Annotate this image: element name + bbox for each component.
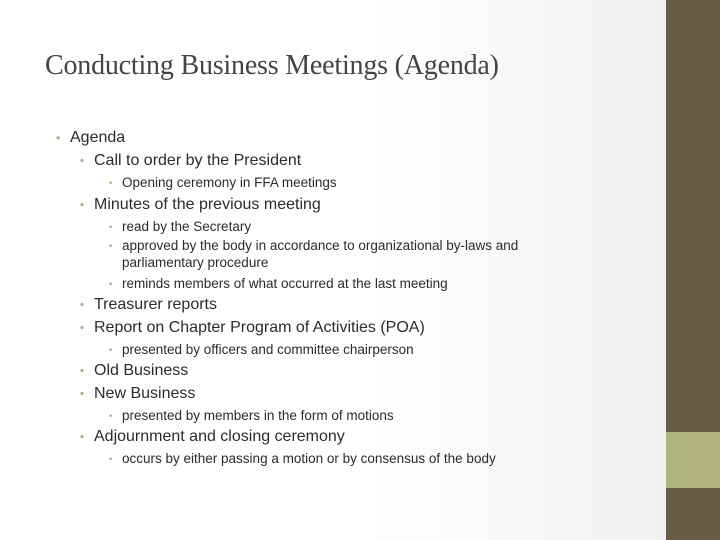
bullet-text: Report on Chapter Program of Activities (POA) — [94, 319, 425, 336]
bullet-presented-by-members — [109, 407, 394, 424]
bullet-agenda — [56, 129, 126, 147]
bullet-dot-icon: • — [80, 299, 84, 311]
bullet-dot-icon: • — [80, 388, 84, 400]
bullet-text: reminds members of what occurred at the last meeting — [122, 276, 448, 291]
bullet-dot-icon: • — [109, 345, 113, 355]
slide-title: Conducting Business Meetings (Agenda) — [45, 50, 499, 81]
bullet-treasurer-reports — [80, 296, 217, 314]
bullet-text: Opening ceremony in FFA meetings — [122, 175, 337, 190]
bullet-occurs-by-motion — [109, 450, 496, 467]
bullet-report-poa — [80, 319, 425, 337]
bullet-dot-icon: • — [56, 131, 61, 145]
bullet-old-business — [80, 362, 189, 380]
bullet-read-by-secretary — [109, 218, 252, 235]
bullet-approved-continuation — [122, 254, 268, 271]
bullet-text: approved by the body in accordance to organizational by-laws and — [122, 238, 519, 253]
bullet-dot-icon: • — [80, 431, 84, 443]
bullet-dot-icon: • — [109, 241, 113, 251]
bullet-adjournment — [80, 428, 345, 446]
bullet-reminds-members — [109, 275, 448, 292]
bullet-text: Minutes of the previous meeting — [94, 196, 321, 213]
bullet-text: Old Business — [94, 362, 189, 379]
slide-sidebar-accent — [666, 432, 720, 488]
bullet-text: presented by members in the form of motions — [122, 408, 394, 423]
bullet-text: read by the Secretary — [122, 219, 252, 234]
bullet-text: parliamentary procedure — [122, 255, 269, 270]
bullet-dot-icon: • — [80, 199, 84, 211]
bullet-approved-by-body — [109, 237, 519, 254]
bullet-dot-icon: • — [109, 178, 113, 188]
bullet-dot-icon: • — [80, 155, 84, 167]
bullet-dot-icon: • — [109, 454, 113, 464]
bullet-dot-icon: • — [80, 322, 84, 334]
bullet-new-business — [80, 385, 196, 403]
bullet-text: Call to order by the President — [94, 152, 302, 169]
bullet-presented-by-officers — [109, 341, 414, 358]
bullet-text: Agenda — [70, 129, 126, 146]
bullet-minutes — [80, 196, 321, 214]
bullet-call-to-order — [80, 152, 302, 170]
bullet-text: presented by officers and committee chairperson — [122, 342, 414, 357]
bullet-dot-icon: • — [109, 222, 113, 232]
bullet-dot-icon: • — [109, 279, 113, 289]
bullet-text: Treasurer reports — [94, 296, 217, 313]
bullet-dot-icon: • — [80, 365, 84, 377]
bullet-text: New Business — [94, 385, 196, 402]
bullet-opening-ceremony — [109, 174, 337, 191]
bullet-text: occurs by either passing a motion or by consensus of the body — [122, 451, 496, 466]
bullet-text: Adjournment and closing ceremony — [94, 428, 345, 445]
bullet-dot-icon: • — [109, 411, 113, 421]
